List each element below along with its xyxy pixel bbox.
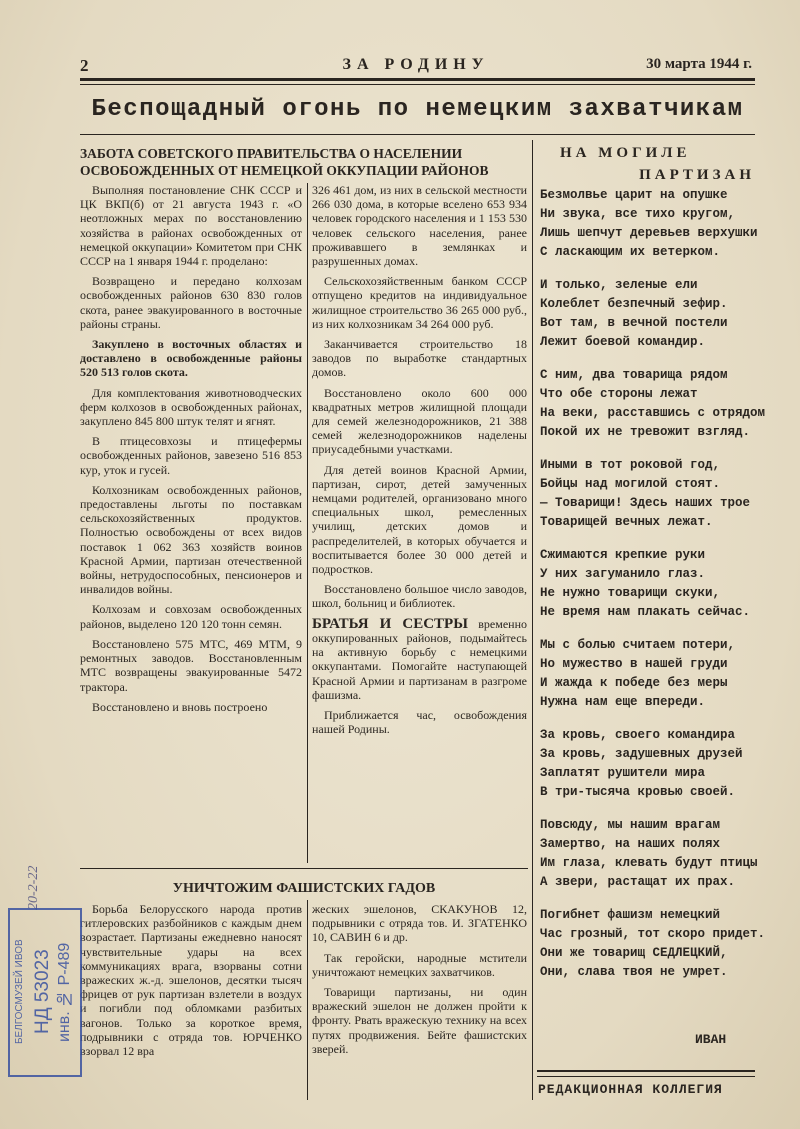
poem-body xyxy=(540,186,766,996)
poem-title xyxy=(540,142,755,186)
poem-line: Колеблет безпечный зефир. xyxy=(540,297,728,311)
poem-stanza xyxy=(540,456,755,532)
poem-line: Безмолвье царит на опушке xyxy=(540,188,728,202)
poem-line: С ласкающим их ветерком. xyxy=(540,245,721,259)
article1-paragraph: Для детей воинов Красной Армии, партизан, сирот, детей замученных немцами родителей, организовано много специальных школ, ремесленных училищ, детских домов и распределителей, в которых обучается и воспитывается более 30 000 детей и подростков. xyxy=(312,462,527,577)
poem-stanza xyxy=(540,186,758,262)
masthead xyxy=(80,56,752,78)
appeal-heading: БРАТЬЯ И СЕСТРЫ xyxy=(312,615,468,632)
article2-paragraph: жеских эшелонов, СКАКУНОВ 12, подрывники с отряда тов. И. ЗГАТЕНКО 10, САВИН 6 и др. xyxy=(312,902,527,945)
poem-line: Бойцы над могилой стоят. xyxy=(540,477,721,491)
article1-paragraph: Восстановлено 575 МТС, 469 МТМ, 9 ремонтных заводов. Восстановленным МТС возвращены эвакуированные 5472 трактора. xyxy=(80,636,302,694)
poem-line: И жажда к победе без меры xyxy=(540,676,728,690)
poem-signature: ИВАН xyxy=(695,1032,727,1047)
article1-paragraph: Заканчивается строительство 18 заводов по выработке стандартных домов. xyxy=(312,337,527,380)
appeal-text: временно оккупированных районов, подымайтесь на активную борьбу с немецкими оккупантами. Помогайте наступающей Красной Армии и партизанам в разгроме фашизма. xyxy=(312,616,528,702)
article1-paragraph: Восстановлено и вновь построено xyxy=(92,699,268,714)
poem-line: Товарищей вечных лежат. xyxy=(540,515,713,529)
poem-title-line1: НА МОГИЛЕ xyxy=(560,145,691,161)
newspaper-name: ЗА РОДИНУ xyxy=(342,56,490,73)
appeal-paragraph xyxy=(312,617,527,702)
poem-line: Сжимаются крепкие руки xyxy=(540,548,706,562)
poem-stanza xyxy=(540,636,755,712)
article2-paragraph: Борьба Белорусского народа против гитлеровских разбойников с каждым днем возрастает. Партизаны ежедневно наносят чувствительные удары на всех коммуникациях врага, взорваны сотни вражеских ж.-д. эшелонов, десятки тысяч фрицев от рук партизан взлетели в воздух и погибли под обломками разбитых вагонов. Только за короткое время, подрывники с отряда тов. ЮРЧЕНКО взорвал 12 вра xyxy=(80,902,302,1059)
stamp-inventory: инв. № Р-489 xyxy=(56,942,73,1042)
article1-title xyxy=(80,145,530,179)
poem-divider xyxy=(532,140,533,1100)
editorial-board: РЕДАКЦИОННАЯ КОЛЛЕГИЯ xyxy=(538,1082,723,1097)
poem-stanza xyxy=(540,546,755,622)
article1-paragraph: Возвращено и передано колхозам освобожденных районов 630 830 голов скота, ранее эвакуированного в восточные районы страны. xyxy=(80,274,302,331)
poem-line: За кровь, задушевных друзей xyxy=(540,747,743,761)
poem-line: Вот там, в вечной постели xyxy=(540,316,728,330)
article1-paragraph: 326 461 дом, из них в сельской местности 266 030 дома, в которые вселено 653 934 человек городского населения и 1 153 530 человек сельского населения, ранее проживавшего в землянках и разрушенных домах. xyxy=(312,183,527,269)
poem-line: Они же товарищ СЕДЛЕЦКИЙ, xyxy=(540,946,728,960)
article2-column2 xyxy=(312,902,527,1062)
poem-line: Погибнет фашизм немецкий xyxy=(540,908,721,922)
poem-line: Покой их не тревожит взгляд. xyxy=(540,425,751,439)
handwritten-note: 20-2-22 xyxy=(26,865,41,910)
poem-line: Лежит боевой командир. xyxy=(540,335,706,349)
headline-rule xyxy=(80,134,755,135)
poem-line: Не нужно товарищи скуки, xyxy=(540,586,721,600)
poem-title-line2: ПАРТИЗАН xyxy=(639,167,755,183)
editorial-rule-thin xyxy=(537,1076,755,1077)
poem-line: Они, слава твоя не умрет. xyxy=(540,965,728,979)
article2-rule xyxy=(80,868,528,869)
page-headline: Беспощадный огонь по немецким захватчикам xyxy=(91,96,744,123)
column-divider xyxy=(307,183,308,863)
poem-line: Замертво, на наших полях xyxy=(540,837,721,851)
article1-paragraph: Сельскохозяйственным банком СССР отпущено кредитов на индивидуальное жилищное строительство 36 265 000 руб., из них колхозникам 34 264 000 руб. xyxy=(312,274,527,331)
poem-line: Не время нам плакать сейчас. xyxy=(540,605,751,619)
poem-line: Ни звука, все тихо кругом, xyxy=(540,207,736,221)
article1-column1 xyxy=(80,183,302,720)
article1-paragraph: Для комплектования животноводческих ферм колхозов в освобожденных районах, закуплено 845 800 штук телят и ягнят. xyxy=(80,385,302,429)
poem-line: Им глаза, клевать будут птицы xyxy=(540,856,758,870)
poem-line: Час грозный, тот скоро придет. xyxy=(540,927,766,941)
article1-paragraph: Колхозам и совхозам освобожденных районов, выделено 120 120 тонн семян. xyxy=(80,602,302,631)
article1-paragraph: Восстановлено около 600 000 квадратных метров жилищной площади для семей железнодорожников, 21 388 семей железнодорожников наделены приусадебными участками. xyxy=(312,385,527,457)
poem-stanza xyxy=(540,276,755,352)
page-number: 2 xyxy=(80,56,89,75)
article1-title-line1: ЗАБОТА СОВЕТСКОГО ПРАВИТЕЛЬСТВА О НАСЕЛЕНИИ xyxy=(80,146,463,161)
poem-line: На веки, расставшись с отрядом xyxy=(540,406,766,420)
poem-line: Но мужество в нашей груди xyxy=(540,657,728,671)
museum-stamp xyxy=(8,908,82,1077)
editorial-rule xyxy=(537,1070,755,1072)
poem-line: Что обе стороны лежат xyxy=(540,387,698,401)
poem-stanza xyxy=(540,726,755,802)
poem-line: Повсюду, мы нашим врагам xyxy=(540,818,721,832)
article2-column1 xyxy=(80,902,302,1064)
poem-line: И только, зеленые ели xyxy=(540,278,698,292)
article2-paragraph: Так геройски, народные мстители уничтожают немецких захватчиков. xyxy=(312,950,527,979)
column-divider xyxy=(307,900,308,1100)
poem-line: С ним, два товарища рядом xyxy=(540,368,728,382)
poem-line: А звери, растащат их прах. xyxy=(540,875,736,889)
article1-column2 xyxy=(312,183,527,742)
article2-title: УНИЧТОЖИМ ФАШИСТСКИХ ГАДОВ xyxy=(172,881,436,896)
article1-paragraph: В птицесовхозы и птицефермы освобожденных районов, завезено 516 853 кур, уток и гусей. xyxy=(80,434,302,477)
masthead-rule-thin xyxy=(80,84,755,85)
article1-paragraph: Закуплено в восточных областях и доставлено в освобожденные районы 520 513 голов скота. xyxy=(80,337,302,380)
poem-line: В три-тысяча кровью своей. xyxy=(540,785,736,799)
masthead-rule xyxy=(80,78,755,81)
issue-date: 30 марта 1944 г. xyxy=(646,56,752,72)
poem-line: Мы с болью считаем потери, xyxy=(540,638,736,652)
article1-title-line2: ОСВОБОЖДЕННЫХ ОТ НЕМЕЦКОЙ ОККУПАЦИИ РАЙОНОВ xyxy=(80,163,489,178)
article2-paragraph: Товарищи партизаны, ни один вражеский эшелон не должен пройти к фронту. Рвать вражескую технику на всех путях продвижения. Бейте фашистских зверей. xyxy=(312,985,527,1056)
poem-line: — Товарищи! Здесь наших трое xyxy=(540,496,751,510)
poem-stanza xyxy=(540,366,766,442)
poem-stanza xyxy=(540,816,758,892)
article1-paragraph: Колхозникам освобожденных районов, предоставлены льготы по поставкам сельскохозяйственных продуктов. Полностью освобождены от всех видов поставок 1 062 363 хозяйств воинов Красной Армии, партизан отечественной войны, нетрудоспособных, пенсионеров и инвалидов войны. xyxy=(80,482,302,597)
poem-line: Нужна нам еще впереди. xyxy=(540,695,706,709)
poem-line: Иными в тот роковой год, xyxy=(540,458,721,472)
poem-stanza xyxy=(540,906,766,982)
article1-paragraph: Восстановлено большое число заводов, школ, больниц и библиотек. xyxy=(312,582,527,611)
appeal-closing: Приближается час, освобождения нашей Родины. xyxy=(312,707,527,737)
poem-line: У них загуманило глаз. xyxy=(540,567,706,581)
poem-line: Лишь шепчут деревьев верхушки xyxy=(540,226,758,240)
poem-line: За кровь, своего командира xyxy=(540,728,736,742)
article1-paragraph: Выполняя постановление СНК СССР и ЦК ВКП(б) от 21 августа 1943 г. «О неотложных мерах по восстановлению хозяйства в районах освобожденных от немецкой оккупации» Комитетом при СНК СССР на 1 января 1944 г. проделано: xyxy=(80,183,302,269)
stamp-museum-name: БЕЛГОСМУЗЕЙ ИВОВ xyxy=(14,939,25,1045)
stamp-number: НД 53023 xyxy=(32,949,53,1035)
poem-line: Заплатят рушители мира xyxy=(540,766,706,780)
